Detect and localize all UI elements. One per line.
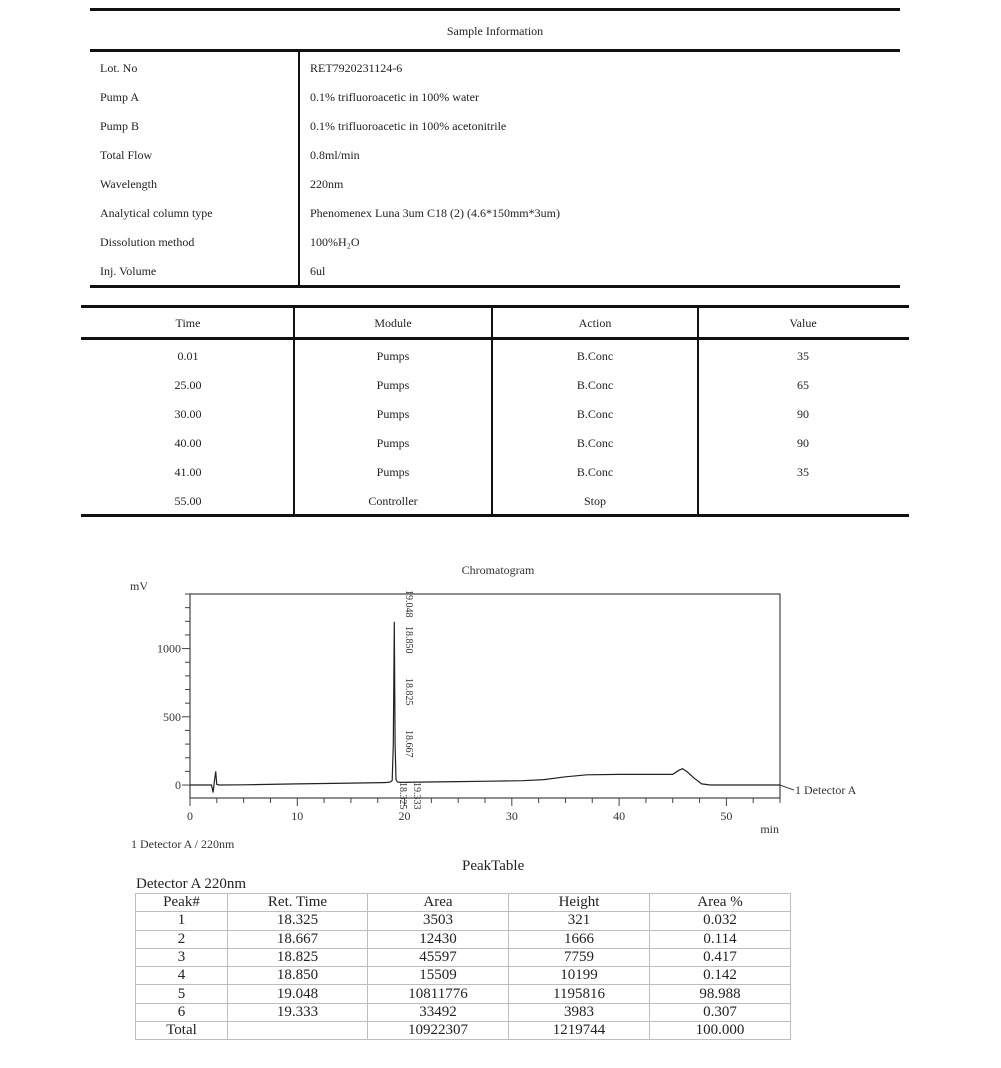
gradient-cell: 90 <box>797 407 809 421</box>
table-rule <box>90 8 900 11</box>
gradient-cell: Controller <box>368 494 418 508</box>
x-tick-label: 40 <box>613 809 626 823</box>
sample-info-label: Analytical column type <box>100 206 213 220</box>
x-tick-label: 20 <box>398 809 411 823</box>
sample-info-value: 100%H₂O <box>310 235 360 249</box>
gradient-header-cell: Module <box>374 316 412 330</box>
gradient-header-cell: Action <box>578 316 612 330</box>
peak-table-cell: 98.988 <box>650 985 791 1003</box>
y-tick-label: 0 <box>175 778 181 793</box>
peak-table-header-cell: Peak# <box>136 894 228 912</box>
gradient-cell: 35 <box>797 465 809 479</box>
peak-table-cell: 4 <box>136 967 228 985</box>
peak-table-header-cell: Ret. Time <box>228 894 368 912</box>
gradient-cell: 55.00 <box>174 494 202 508</box>
gradient-cell: 35 <box>797 349 809 363</box>
column-divider <box>491 308 493 514</box>
peak-table-cell: 0.307 <box>650 1003 791 1021</box>
table-rule <box>81 514 909 517</box>
y-tick-label: 500 <box>163 709 181 724</box>
peak-table-total-row <box>136 1022 791 1040</box>
peak-table-cell: 19.048 <box>228 985 368 1003</box>
peak-table <box>135 893 791 1040</box>
gradient-header-cell: Value <box>789 316 817 330</box>
gradient-cell: B.Conc <box>576 407 614 421</box>
peak-table-cell: 3983 <box>509 1003 650 1021</box>
sample-info-row <box>90 258 900 287</box>
sample-info-label: Lot. No <box>100 61 138 75</box>
x-axis-label: min <box>760 822 779 836</box>
table-rule <box>90 285 900 288</box>
gradient-cell: 25.00 <box>174 378 202 392</box>
gradient-cell: Pumps <box>376 465 410 479</box>
peak-table-cell: 18.850 <box>228 967 368 985</box>
sample-info-label: Pump B <box>100 119 140 133</box>
peak-table-row <box>136 985 791 1003</box>
peak-table-total-cell: 1219744 <box>509 1022 650 1040</box>
peak-table-cell: 7759 <box>509 948 650 966</box>
sample-info-value: 220nm <box>310 177 344 191</box>
gradient-cell: 41.00 <box>174 465 202 479</box>
chart-title: Chromatogram <box>461 563 535 577</box>
peak-table-cell: 1 <box>136 912 228 930</box>
peak-table-row <box>136 912 791 930</box>
detector-a-trace <box>190 622 780 793</box>
table-rule <box>81 337 909 340</box>
peak-table-total-cell <box>228 1022 368 1040</box>
gradient-cell: B.Conc <box>576 349 614 363</box>
peak-table-total-cell: Total <box>136 1022 228 1040</box>
table-rule <box>90 49 900 52</box>
detector-footer-label: 1 Detector A / 220nm <box>131 837 235 851</box>
gradient-cell: B.Conc <box>576 436 614 450</box>
peak-label: 18.667 <box>403 730 414 758</box>
gradient-cell: Pumps <box>376 407 410 421</box>
peak-label: 18.825 <box>403 678 414 706</box>
gradient-cell: B.Conc <box>576 378 614 392</box>
peak-table-cell: 19.333 <box>228 1003 368 1021</box>
sample-info-value: Phenomenex Luna 3um C18 (2) (4.6*150mm*3um) <box>310 206 560 220</box>
x-tick-label: 0 <box>187 809 193 823</box>
chromatogram-chart <box>0 550 1001 860</box>
sample-info-row <box>90 229 900 258</box>
peak-table-row <box>136 967 791 985</box>
peak-table-cell: 321 <box>509 912 650 930</box>
column-divider <box>293 308 295 514</box>
peak-table-cell: 18.825 <box>228 948 368 966</box>
peak-table-header-cell: Height <box>509 894 650 912</box>
sample-info-value: 0.1% trifluoroacetic in 100% water <box>310 90 479 104</box>
peak-table-cell: 12430 <box>368 930 509 948</box>
gradient-header-cell: Time <box>175 316 201 330</box>
x-tick-label: 50 <box>720 809 733 823</box>
peak-table-cell: 3 <box>136 948 228 966</box>
sample-information-title: Sample Information <box>446 24 544 38</box>
x-tick-label: 10 <box>291 809 304 823</box>
peak-table-cell: 33492 <box>368 1003 509 1021</box>
peak-table-cell: 18.325 <box>228 912 368 930</box>
sample-info-row <box>90 55 900 84</box>
sample-info-value: 0.1% trifluoroacetic in 100% acetonitrile <box>310 119 507 133</box>
sample-info-row <box>90 142 900 171</box>
peak-table-cell: 2 <box>136 930 228 948</box>
gradient-cell: Pumps <box>376 378 410 392</box>
peak-table-total-cell: 10922307 <box>368 1022 509 1040</box>
gradient-cell: 40.00 <box>174 436 202 450</box>
peak-table-cell: 15509 <box>368 967 509 985</box>
trace-label: 1 Detector A <box>795 783 857 798</box>
peak-table-cell: 10811776 <box>368 985 509 1003</box>
gradient-cell: Pumps <box>376 349 410 363</box>
sample-info-row <box>90 200 900 229</box>
peak-table-total-cell: 100.000 <box>650 1022 791 1040</box>
gradient-cell: 90 <box>797 436 809 450</box>
peak-label: 19.333 <box>411 782 422 810</box>
column-divider <box>697 308 699 514</box>
peak-table-row <box>136 930 791 948</box>
peak-label: 19.048 <box>403 590 414 618</box>
sample-info-row <box>90 84 900 113</box>
peak-table-cell: 6 <box>136 1003 228 1021</box>
gradient-cell: 30.00 <box>174 407 202 421</box>
gradient-cell: 65 <box>797 378 809 392</box>
gradient-cell: B.Conc <box>576 465 614 479</box>
peak-table-row <box>136 948 791 966</box>
peak-label: 18.850 <box>403 626 414 654</box>
peak-table-cell: 10199 <box>509 967 650 985</box>
peak-table-cell: 1666 <box>509 930 650 948</box>
gradient-program-table <box>81 305 909 518</box>
sample-info-value: 0.8ml/min <box>310 148 360 162</box>
gradient-cell: Stop <box>583 494 606 508</box>
sample-info-value: 6ul <box>310 264 326 278</box>
gradient-cell: Pumps <box>376 436 410 450</box>
gradient-cell: 0.01 <box>177 349 199 363</box>
x-tick-label: 30 <box>505 809 518 823</box>
table-rule <box>81 305 909 308</box>
sample-info-label: Wavelength <box>100 177 158 191</box>
peak-table-cell: 0.142 <box>650 967 791 985</box>
plot-frame <box>190 594 780 798</box>
sample-info-label: Total Flow <box>100 148 153 162</box>
peak-table-title: PeakTable <box>462 858 525 874</box>
y-tick-label: 1000 <box>157 641 181 656</box>
sample-info-label: Dissolution method <box>100 235 195 249</box>
peak-table-header-cell: Area <box>368 894 509 912</box>
peak-table-cell: 3503 <box>368 912 509 930</box>
sample-info-value: RET7920231124-6 <box>310 61 403 75</box>
peak-table-detector: Detector A 220nm <box>136 876 246 892</box>
peak-table-cell: 18.667 <box>228 930 368 948</box>
peak-table-header-cell: Area % <box>650 894 791 912</box>
peak-table-cell: 5 <box>136 985 228 1003</box>
sample-info-label: Inj. Volume <box>100 264 157 278</box>
peak-table-row <box>136 1003 791 1021</box>
peak-table-cell: 1195816 <box>509 985 650 1003</box>
peak-table-cell: 0.114 <box>650 930 791 948</box>
peak-table-cell: 0.417 <box>650 948 791 966</box>
sample-info-label: Pump A <box>100 90 140 104</box>
peak-label: 18.325 <box>397 782 408 810</box>
sample-info-row <box>90 113 900 142</box>
trace-label-leader <box>780 785 794 790</box>
peak-table-cell: 45597 <box>368 948 509 966</box>
peak-table-header <box>136 894 791 912</box>
sample-info-row <box>90 171 900 200</box>
y-axis-label: mV <box>130 579 148 593</box>
peak-table-cell: 0.032 <box>650 912 791 930</box>
